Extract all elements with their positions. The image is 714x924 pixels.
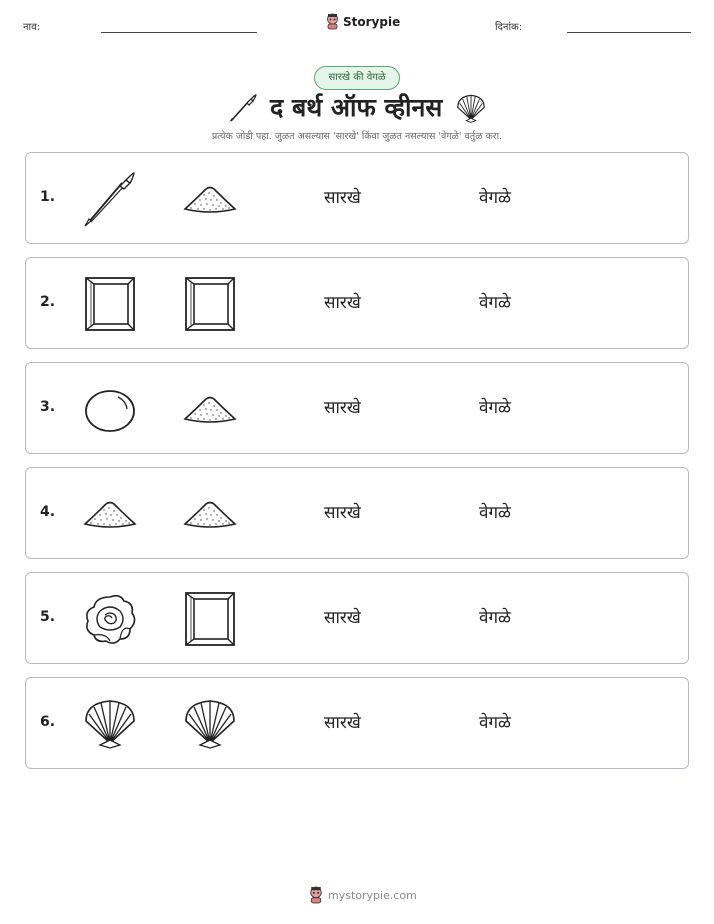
category-badge: सारखे की वेगळे [314, 66, 400, 90]
rose-icon [82, 589, 138, 649]
brand-logo [325, 13, 400, 30]
date-label: दिनांक: [495, 22, 523, 33]
page-title: द बर्थ ऑफ व्हीनस [270, 93, 443, 122]
question-row [25, 152, 689, 244]
storypie-mascot-icon [325, 13, 340, 30]
question-number: 3. [40, 399, 56, 415]
seashell-icon [182, 694, 238, 754]
question-row [25, 467, 689, 559]
brand-name: Storypie [343, 14, 401, 29]
footer [308, 886, 417, 904]
option-same[interactable]: सारखे [324, 608, 361, 628]
question-number: 5. [40, 609, 56, 625]
option-different[interactable]: वेगळे [479, 188, 511, 208]
sand-pile-icon [182, 169, 238, 229]
question-number: 1. [40, 189, 56, 205]
option-same[interactable]: सारखे [324, 503, 361, 523]
option-different[interactable]: वेगळे [479, 293, 511, 313]
sand-pile-icon [82, 484, 138, 544]
footer-url[interactable]: mystorypie.com [328, 888, 417, 902]
paintbrush-icon [82, 169, 138, 229]
question-row [25, 677, 689, 769]
option-same[interactable]: सारखे [324, 188, 361, 208]
option-same[interactable]: सारखे [324, 713, 361, 733]
question-row [25, 362, 689, 454]
name-line[interactable] [101, 32, 257, 33]
date-line[interactable] [567, 32, 691, 33]
sand-pile-icon [182, 484, 238, 544]
option-same[interactable]: सारखे [324, 293, 361, 313]
question-number: 4. [40, 504, 56, 520]
seashell-icon [82, 694, 138, 754]
sand-pile-icon [182, 379, 238, 439]
question-number: 6. [40, 714, 56, 730]
instruction-text: प्रत्येक जोडी पहा. जुळत असल्यास 'सारखे' किंवा जुळत नसल्यास 'वेगळे' वर्तुळ करा. [211, 131, 503, 142]
title-row [0, 88, 714, 128]
name-label: नाव: [23, 22, 41, 33]
option-different[interactable]: वेगळे [479, 713, 511, 733]
option-same[interactable]: सारखे [324, 398, 361, 418]
paintbrush-icon [227, 92, 259, 124]
option-different[interactable]: वेगळे [479, 398, 511, 418]
frame-icon [82, 274, 138, 334]
option-different[interactable]: वेगळे [479, 608, 511, 628]
frame-icon [182, 589, 238, 649]
question-row [25, 257, 689, 349]
storypie-mascot-icon [308, 886, 324, 904]
frame-icon [182, 274, 238, 334]
option-different[interactable]: वेगळे [479, 503, 511, 523]
question-row [25, 572, 689, 664]
pearl-icon [82, 379, 138, 439]
seashell-icon [454, 93, 488, 123]
question-number: 2. [40, 294, 56, 310]
